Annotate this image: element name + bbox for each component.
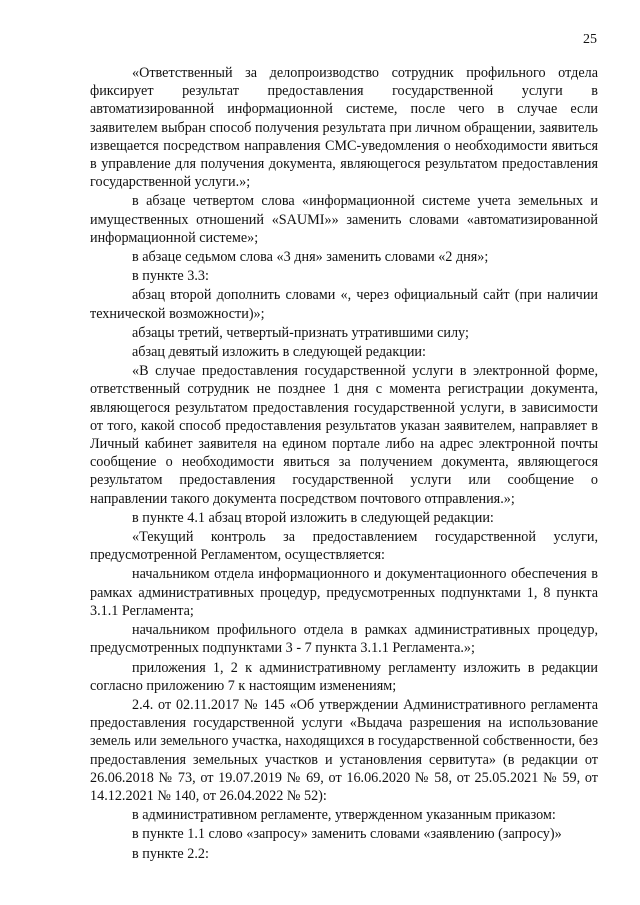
paragraph: абзацы третий, четвертый-признать утратившими силу; bbox=[132, 324, 469, 341]
paragraph: в административном регламенте, утвержденном указанным приказом: bbox=[132, 807, 556, 824]
paragraph: в пункте 1.1 слово «запросу» заменить словами «заявлению (запросу)» bbox=[132, 826, 562, 843]
paragraph: в пункте 4.1 абзац второй изложить в следующей редакции: bbox=[132, 509, 494, 526]
paragraph: «Текущий контроль за предоставлением государственной услуги, предусмотренной Регламентом, осуществляется: bbox=[90, 529, 598, 564]
paragraph: начальником профильного отдела в рамках административных процедур, предусмотренных подпунктами 3 - 7 пункта 3.1.1 Регламента.»; bbox=[90, 622, 598, 657]
paragraph: начальником отдела информационного и документационного обеспечения в рамках административных процедур, предусмотренных подпунктами 1, 8 пункта 3.1.1 Регламента; bbox=[90, 566, 598, 619]
page-number: 25 bbox=[583, 32, 597, 47]
paragraph: приложения 1, 2 к административному регламенту изложить в редакции согласно приложению 7 к настоящим изменениям; bbox=[90, 659, 598, 694]
document-body bbox=[90, 64, 598, 863]
paragraph: в пункте 3.3: bbox=[132, 268, 209, 285]
paragraph: в пункте 2.2: bbox=[132, 845, 209, 862]
paragraph: 2.4. от 02.11.2017 № 145 «Об утверждении Административного регламента предоставления государственной услуги «Выдача разрешения на использование земель или земельного участка, находящихся в государственной собственности, без предоставления земельных участков и установления сервитута» (в редакции от 26.06.2018 № 73, от 19.07.2019 № 69, от 16.06.2020 № 58, от 25.05.2021 № 59, от 14.12.2021 № 140, от 26.04.2022 № 52): bbox=[90, 696, 598, 804]
paragraph: в абзаце седьмом слова «3 дня» заменить словами «2 дня»; bbox=[132, 249, 489, 266]
paragraph: «В случае предоставления государственной услуги в электронной форме, ответственный сотрудник не позднее 1 дня с момента регистрации документа, являющегося результатом предоставления государственной услуги, в зависимости от того, какой способ предоставления результатов указан заявителем, направляет в Личный кабинет заявителя на едином портале либо на адрес электронной почты сообщение о необходимости явиться за получением документа, являющегося результатом предоставления государственной услуги или сообщение о направлении такого документа посредством почтового отправления.»; bbox=[90, 363, 598, 507]
paragraph: в абзаце четвертом слова «информационной системе учета земельных и имущественных отношений «SAUMI»» заменить словами «автоматизированной информационной системе»; bbox=[90, 193, 598, 246]
paragraph: абзац девятый изложить в следующей редакции: bbox=[132, 344, 426, 361]
paragraph: «Ответственный за делопроизводство сотрудник профильного отдела фиксирует результат предоставления государственной услуги в автоматизированной информационной системе, после чего в случае если заявителем выбран способ получения результата при личном обращении, заявитель извещается посредством направления СМС-уведомления о необходимости явиться в управление для получения документа, являющегося результатом предоставления государственной услуги.»; bbox=[90, 65, 598, 191]
paragraph: абзац второй дополнить словами «, через официальный сайт (при наличии технической возможности)»; bbox=[90, 287, 598, 322]
